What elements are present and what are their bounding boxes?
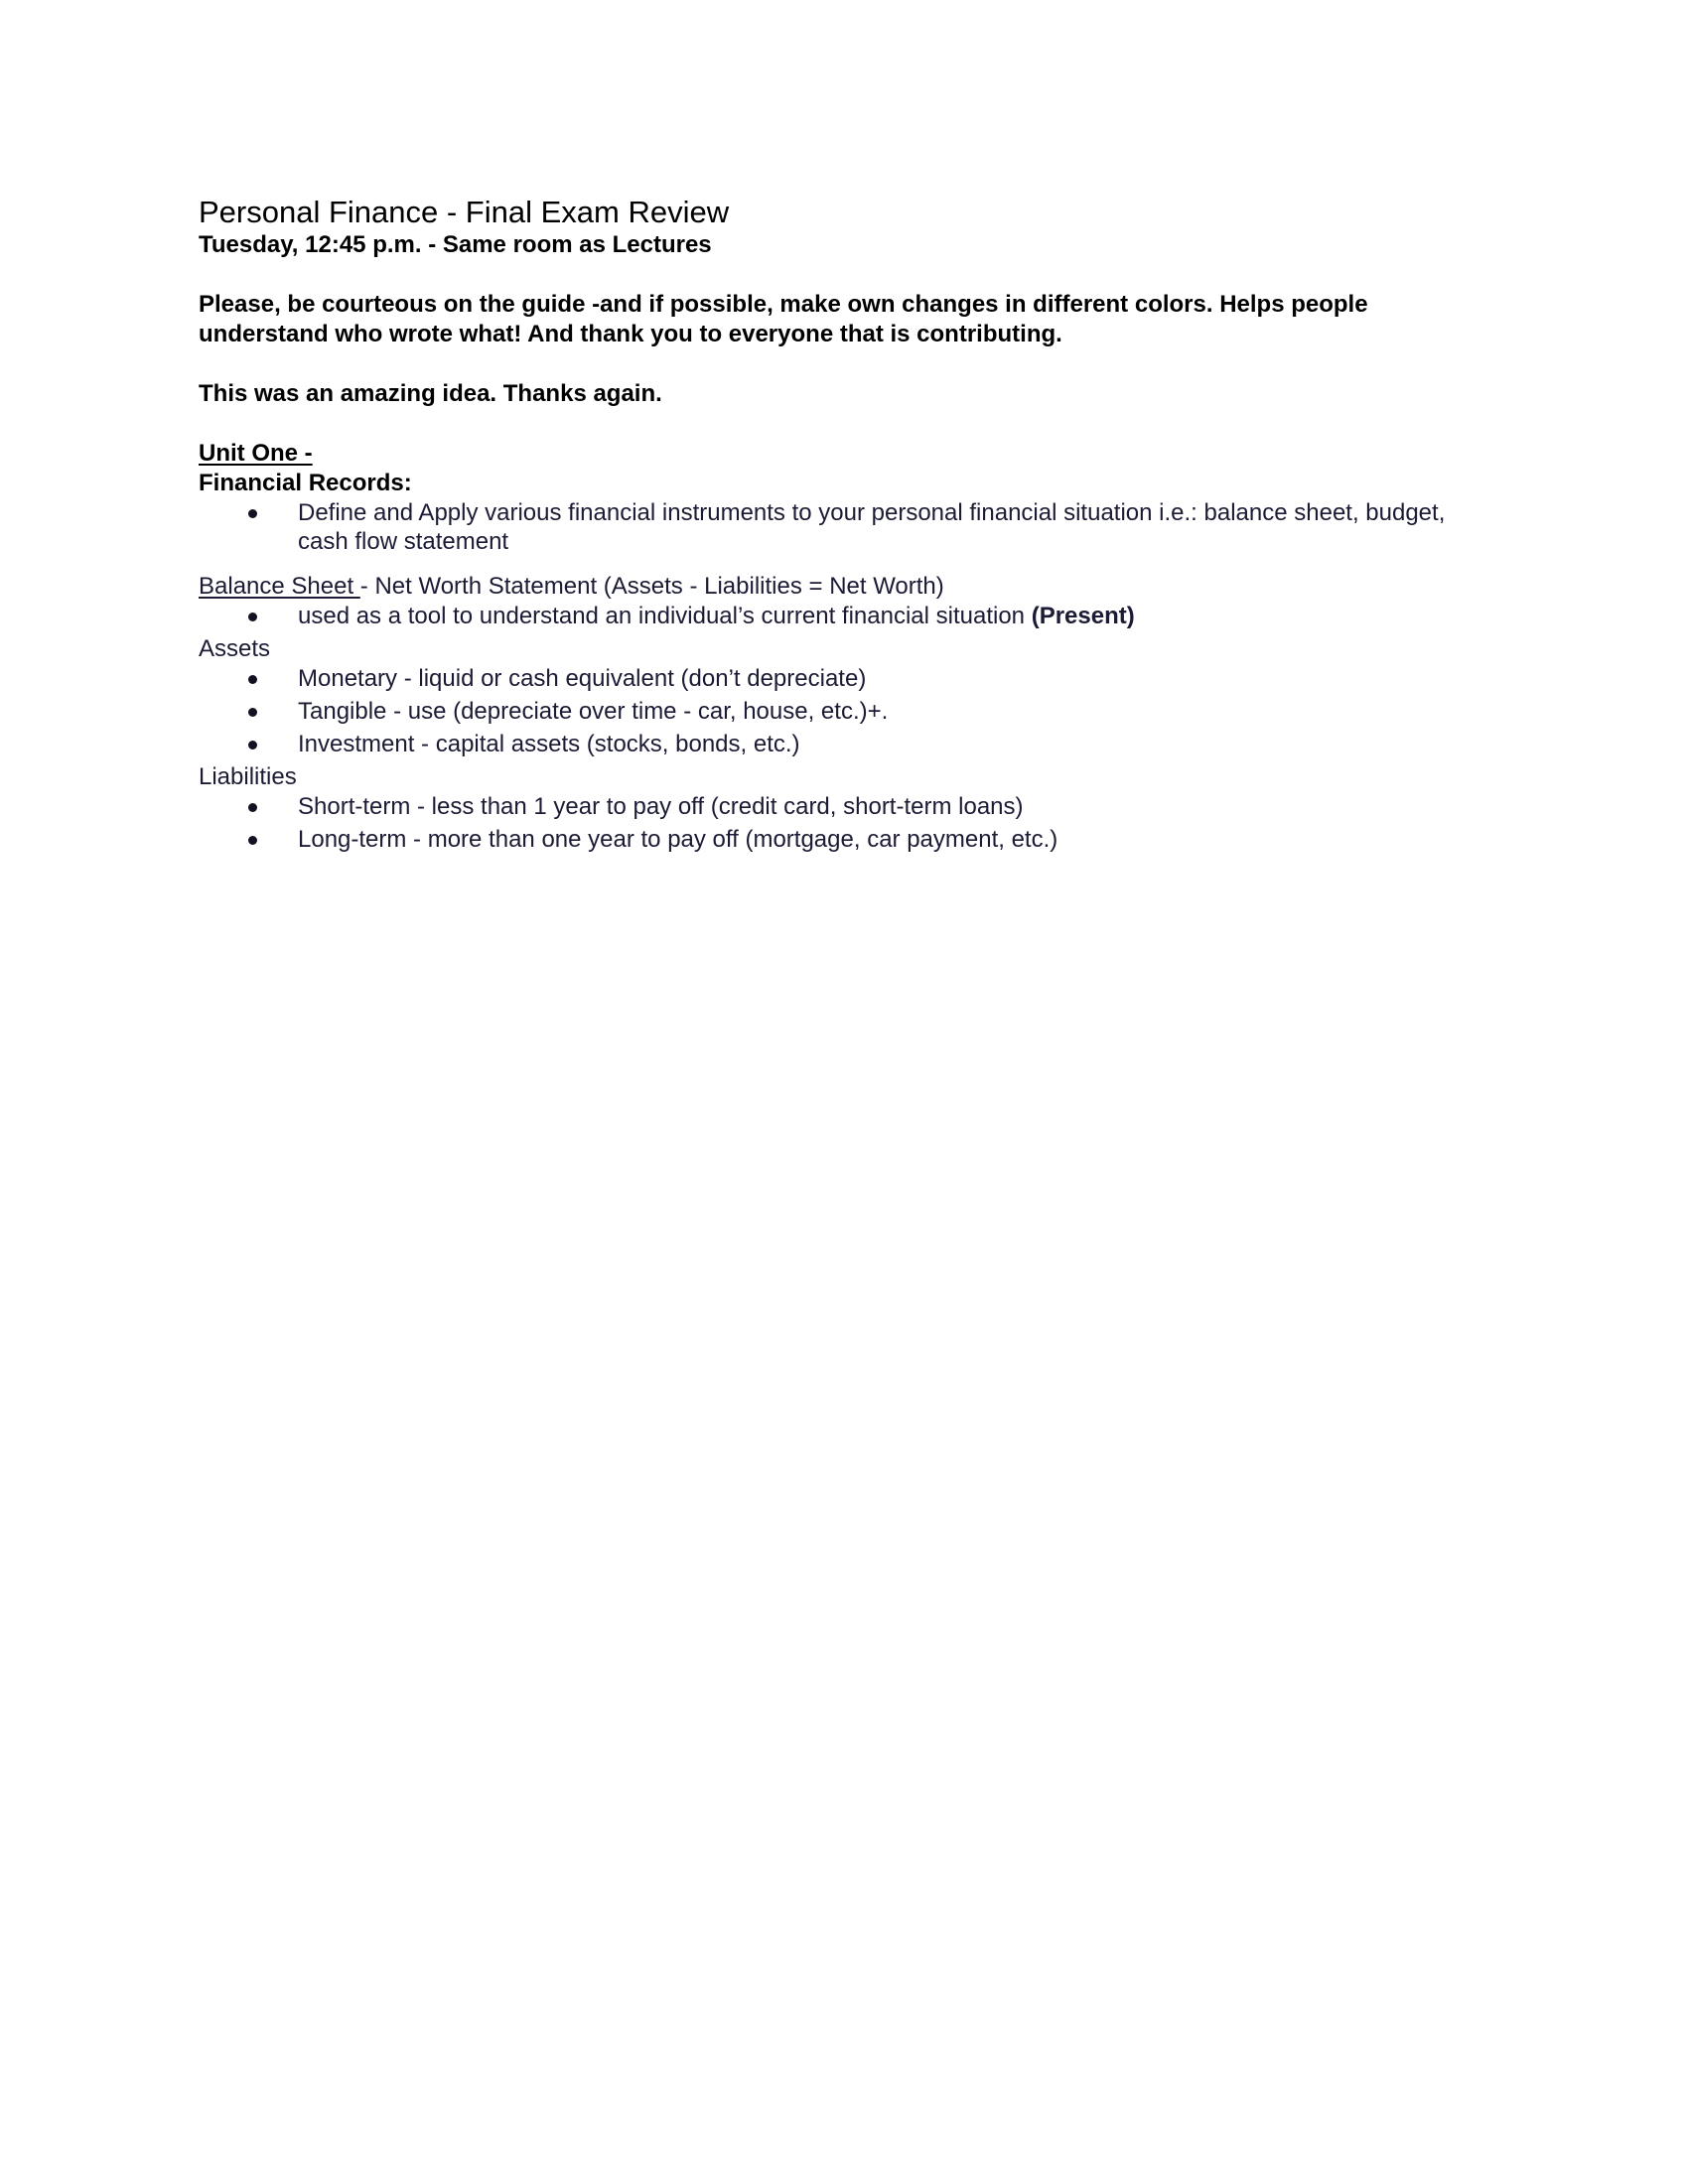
bullet-icon xyxy=(248,675,257,684)
bullet-icon xyxy=(248,741,257,750)
list-item xyxy=(199,664,1489,693)
assets-list xyxy=(199,664,1489,758)
list-item xyxy=(199,792,1489,821)
bullet-icon xyxy=(248,708,257,717)
balance-sheet-text: - Net Worth Statement (Assets - Liabilities = Net Worth) xyxy=(359,573,944,600)
liabilities-list xyxy=(199,792,1489,854)
list-item-text: Define and Apply various financial instruments to your personal financial situation i.e.: balance sheet, budget, cash flow statement xyxy=(298,499,1446,555)
document-page xyxy=(199,195,1489,858)
balance-sheet-bullet-list xyxy=(199,602,1489,630)
list-item-text: Investment - capital assets (stocks, bonds, etc.) xyxy=(298,731,800,757)
unit-heading: Unit One - xyxy=(199,440,313,467)
list-item xyxy=(199,498,1489,556)
list-item-text: Long-term - more than one year to pay off (mortgage, car payment, etc.) xyxy=(298,826,1058,853)
balance-sheet-definition xyxy=(199,572,1489,602)
thanks-note: This was an amazing idea. Thanks again. xyxy=(199,380,662,407)
document-title: Personal Finance - Final Exam Review xyxy=(199,195,730,229)
list-item-text: used as a tool to understand an individual’s current financial situation xyxy=(298,603,1032,629)
assets-label: Assets xyxy=(199,635,271,662)
courtesy-note: Please, be courteous on the guide -and if possible, make own changes in different colors. Helps people understand who wrote what! And thank you to everyone that is contributing. xyxy=(199,291,1368,347)
liabilities-label: Liabilities xyxy=(199,763,297,790)
list-item xyxy=(199,730,1489,758)
list-item xyxy=(199,697,1489,726)
exam-schedule: Tuesday, 12:45 p.m. - Same room as Lectures xyxy=(199,231,712,258)
section-label: Financial Records: xyxy=(199,470,412,496)
list-item-text: Tangible - use (depreciate over time - car, house, etc.)+. xyxy=(298,698,889,725)
bullet-icon xyxy=(248,836,257,845)
section-bullet-list xyxy=(199,498,1489,556)
list-item-emphasis: (Present) xyxy=(1031,603,1135,629)
balance-sheet-term: Balance Sheet xyxy=(199,573,360,600)
list-item-text: Short-term - less than 1 year to pay off (credit card, short-term loans) xyxy=(298,793,1024,820)
list-item-text: Monetary - liquid or cash equivalent (don’t depreciate) xyxy=(298,665,867,692)
bullet-icon xyxy=(248,803,257,812)
bullet-icon xyxy=(248,613,257,621)
bullet-icon xyxy=(248,509,257,518)
list-item xyxy=(199,602,1489,630)
list-item xyxy=(199,825,1489,854)
